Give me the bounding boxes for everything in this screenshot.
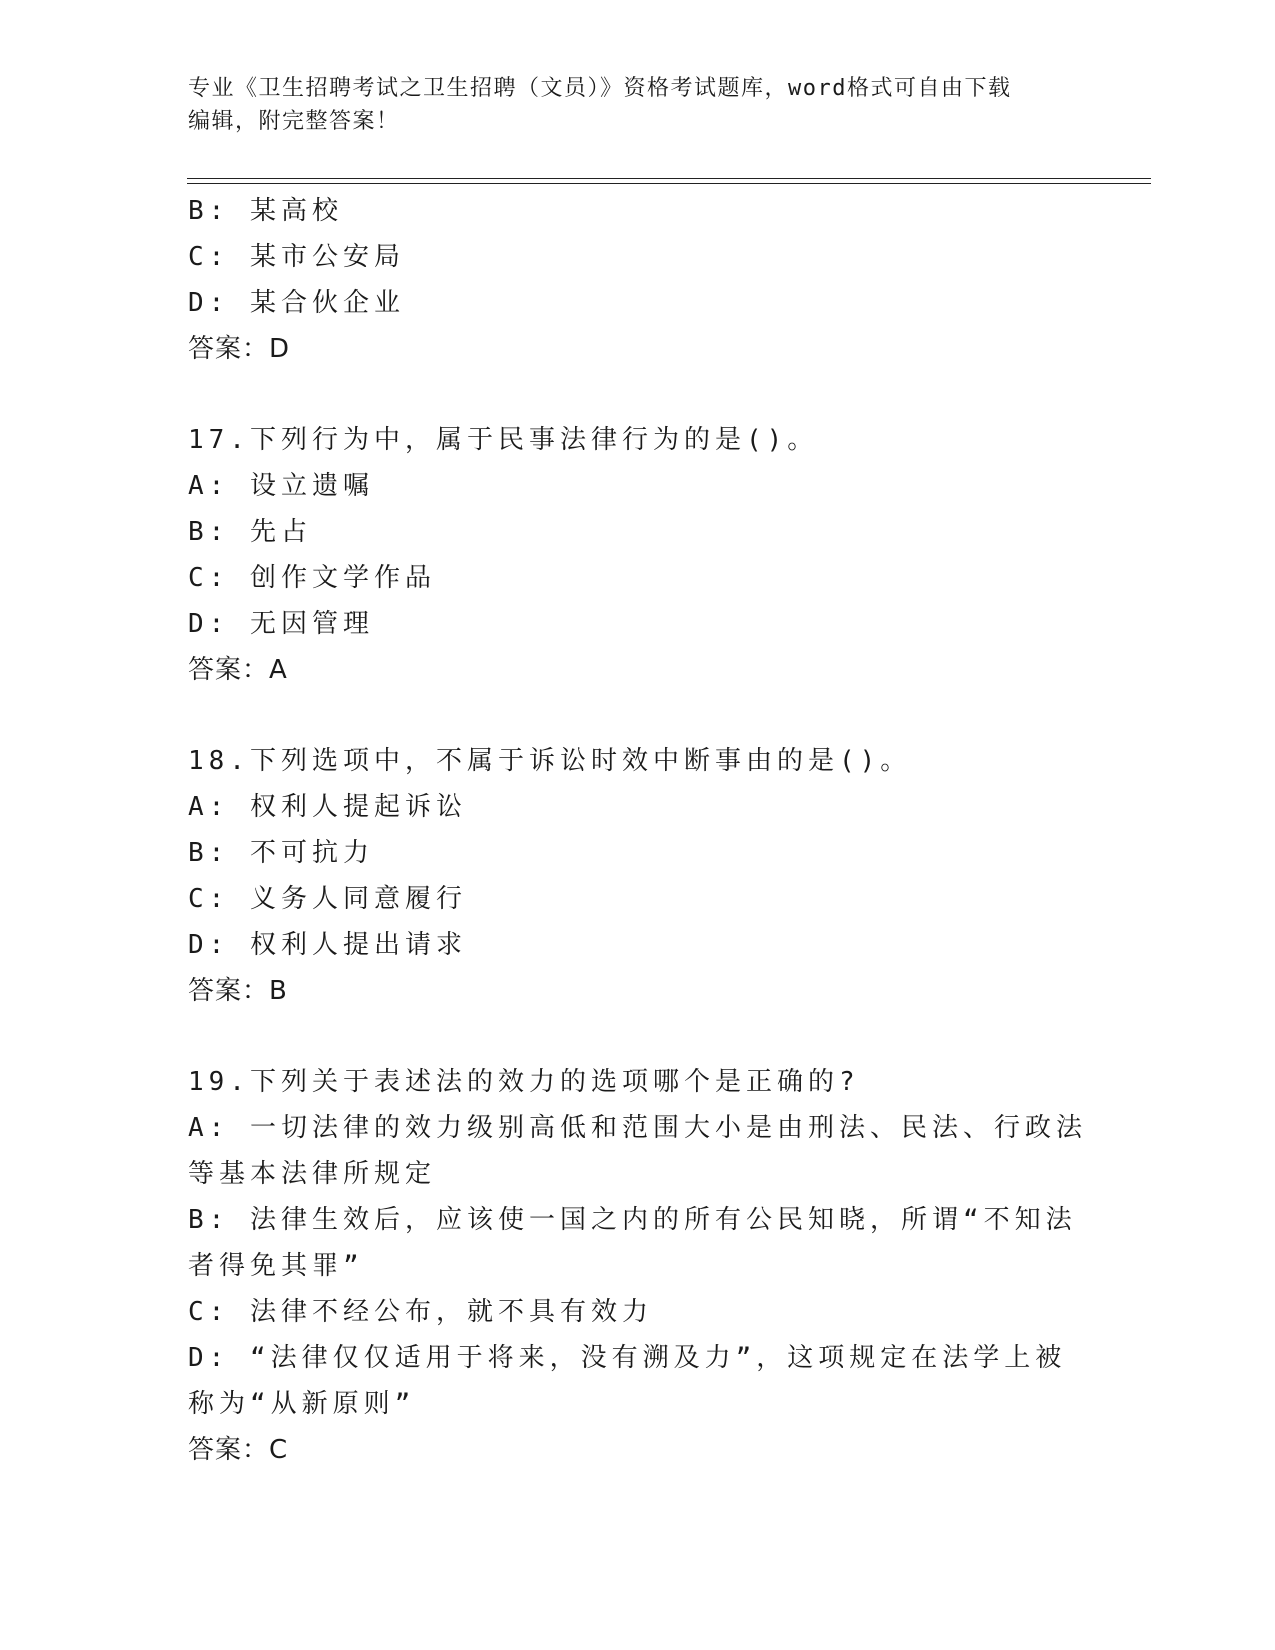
option-b: B: 先占: [188, 517, 312, 547]
option-a: A: 一切法律的效力级别高低和范围大小是由刑法、民法、行政法等基本法律所规定: [188, 1113, 1087, 1189]
header-divider-top: [187, 178, 1151, 179]
question-17: [188, 417, 1088, 693]
option-c: C: 法律不经公布，就不具有效力: [188, 1297, 653, 1327]
document-header: [188, 72, 1068, 138]
question-stem: 18.下列选项中，不属于诉讼时效中断事由的是()。: [188, 746, 912, 776]
question-stem: 17.下列行为中，属于民事法律行为的是()。: [188, 425, 819, 455]
option-c: C: 义务人同意履行: [188, 884, 467, 914]
question-content: [188, 188, 1088, 1473]
option-d: D: 权利人提出请求: [188, 930, 467, 960]
option-c: C: 某市公安局: [188, 242, 405, 272]
option-b: B: 不可抗力: [188, 838, 374, 868]
answer-line: 答案：B: [188, 976, 288, 1006]
option-d: D: 无因管理: [188, 609, 374, 639]
option-d: D: “法律仅仅适用于将来，没有溯及力”，这项规定在法学上被称为“从新原则”: [188, 1343, 1067, 1419]
option-a: A: 设立遗嘱: [188, 471, 374, 501]
option-a: A: 权利人提起诉讼: [188, 792, 467, 822]
header-line-2: 编辑，附完整答案！: [188, 109, 400, 134]
answer-line: 答案：C: [188, 1435, 289, 1465]
option-b: B: 某高校: [188, 196, 343, 226]
header-divider-bottom: [187, 183, 1151, 184]
answer-line: 答案：D: [188, 334, 291, 364]
question-18: [188, 738, 1088, 1014]
question-19: [188, 1059, 1088, 1473]
header-line-1: 专业《卫生招聘考试之卫生招聘（文员）》资格考试题库，word格式可自由下载: [188, 76, 1012, 101]
question-stem: 19.下列关于表述法的效力的选项哪个是正确的?: [188, 1067, 860, 1097]
option-b: B: 法律生效后，应该使一国之内的所有公民知晓，所谓“不知法者得免其罪”: [188, 1205, 1077, 1281]
option-d: D: 某合伙企业: [188, 288, 405, 318]
question-16-continued: [188, 188, 1088, 372]
answer-line: 答案：A: [188, 655, 288, 685]
option-c: C: 创作文学作品: [188, 563, 436, 593]
